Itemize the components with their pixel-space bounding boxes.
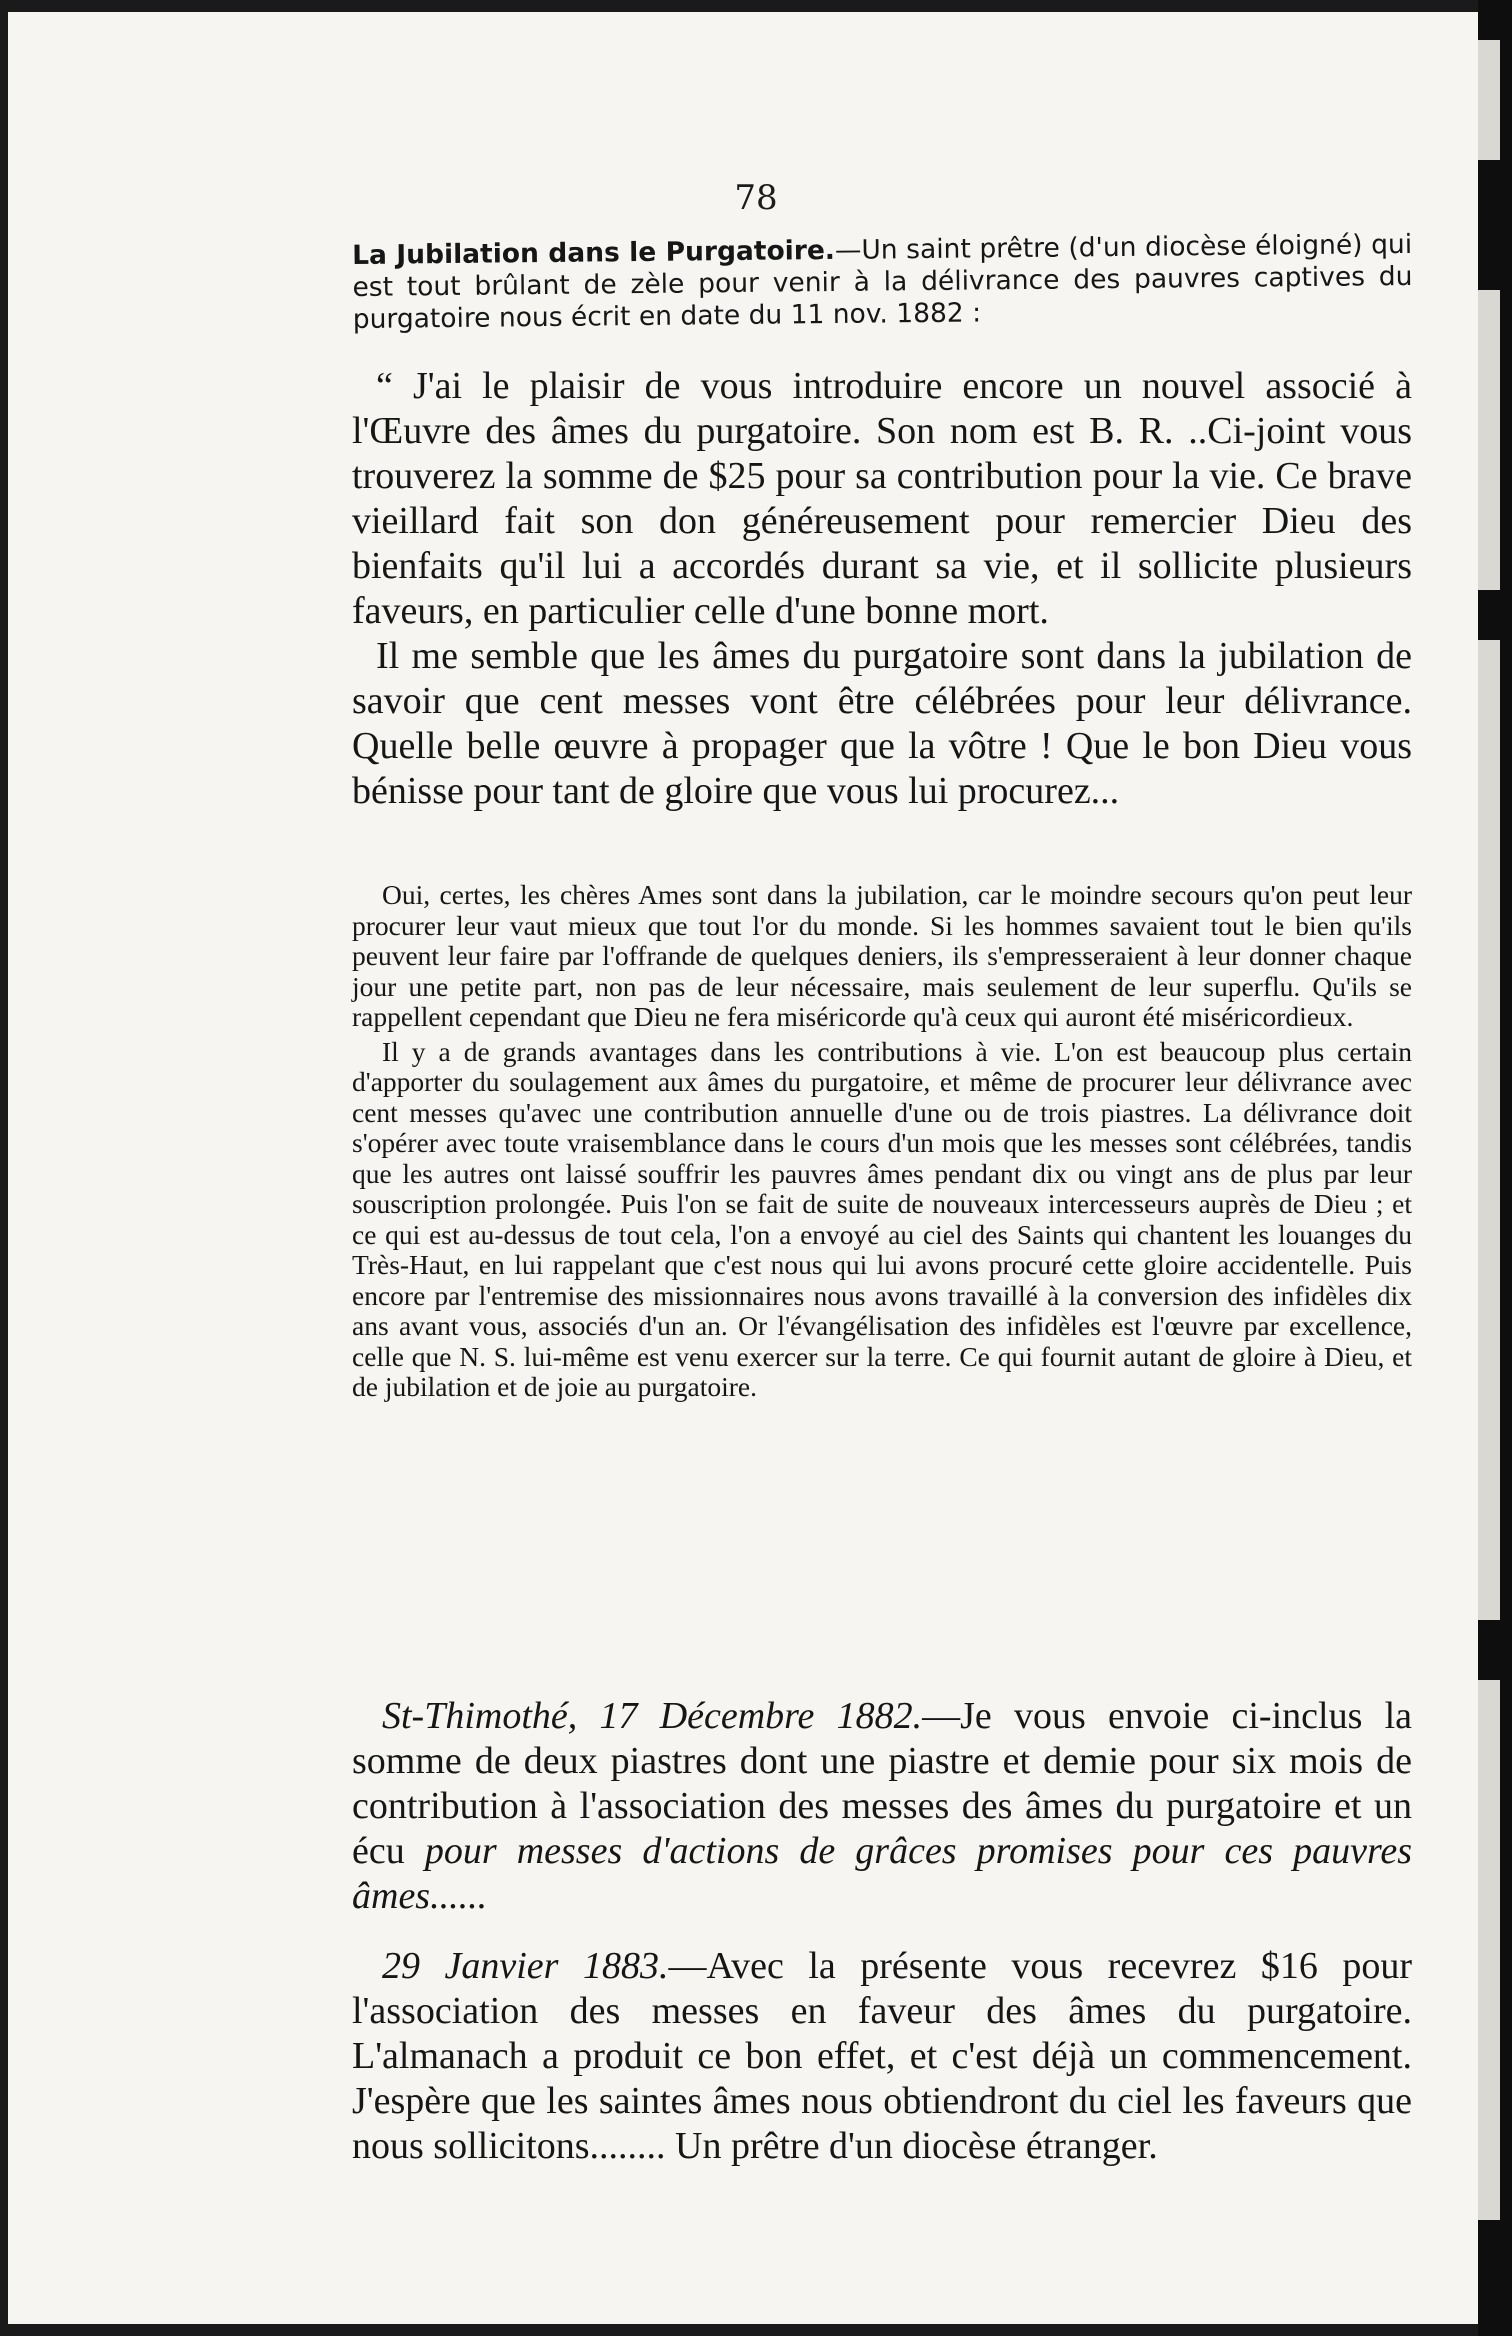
- page-edge-tab: [1478, 1680, 1500, 2220]
- letter-quote: [352, 364, 1412, 814]
- page-edge-tab: [1478, 40, 1500, 160]
- entry-text: —Avec la présente vous recevrez $16 pour l'association des messes en faveur des âmes du purgatoire. L'almanach a produit ce bon effet, et c'est déjà un commencement. J'espère que les saintes âmes nous obtiendront du ciel les faveurs que nous sollicitons........ Un prêtre d'un diocèse étranger.: [352, 1945, 1412, 2167]
- editor-commentary: [352, 880, 1412, 1403]
- entry-dateline: St-Thimothé, 17 Décembre 1882.: [382, 1695, 923, 1737]
- entry-dateline: 29 Janvier 1883.: [382, 1945, 669, 1987]
- commentary-paragraph: Il y a de grands avantages dans les contributions à vie. L'on est beaucoup plus certain d'apporter du soulagement aux âmes du purgatoire, et même de procurer leur délivrance avec cent messes qu'avec une contribution annuelle d'une ou de trois piastres. La délivrance doit s'opérer avec toute vraisemblance dans le cours d'un mois que les messes sont célébrées, tandis que les autres ont laissé souffrir les pauvres âmes pendant dix ou vingt ans de plus par leur souscription prolongée. Puis l'on se fait de suite de nouveaux intercesseurs auprès de Dieu ; et ce qui est au-dessus de tout cela, l'on a envoyé au ciel des Saints qui chantent les louanges du Très-Haut, en lui rappelant que c'est nous qui lui avons procuré cette gloire accidentelle. Puis encore par l'entremise des missionnaires nous avons travaillé à la conversion des infidèles dix ans avant vous, associés d'un an. Or l'évangélisation des infidèles est l'œuvre par excellence, celle que N. S. lui-même est venu exercer sur la terre. Ce qui fournit autant de gloire à Dieu, et de jubilation et de joie au purgatoire.: [352, 1035, 1412, 1402]
- letter-paragraph: Il me semble que les âmes du purgatoire sont dans la jubilation de savoir que cent messes vont être célébrées pour leur délivrance. Quelle belle œuvre à propager que la vôtre ! Que le bon Dieu vous bénisse pour tant de gloire que vous lui procurez...: [352, 635, 1412, 812]
- letter-entry-janvier: [352, 1944, 1412, 2169]
- entry-paragraph: [352, 1694, 1412, 1919]
- intro-paragraph: [352, 229, 1413, 336]
- page-number: 78: [734, 178, 778, 218]
- letter-entry-st-thimothe: [352, 1694, 1412, 1919]
- entry-italic-text: pour messes d'actions de grâces promises pour ces pauvres âmes......: [352, 1830, 1412, 1917]
- section-heading: La Jubilation dans le Purgatoire.: [352, 234, 836, 271]
- page-edge-tab: [1478, 290, 1500, 590]
- binding-edge: [1478, 0, 1512, 2336]
- letter-paragraph: “ J'ai le plaisir de vous introduire encore un nouvel associé à l'Œuvre des âmes du purgatoire. Son nom est B. R. ..Ci-joint vous trouverez la somme de $25 pour sa contribution pour la vie. Ce brave vieillard fait son don généreusement pour remercier Dieu des bienfaits qu'il lui a accordés durant sa vie, et il sollicite plusieurs faveurs, en particulier celle d'une bonne mort.: [352, 365, 1412, 632]
- commentary-paragraph: Oui, certes, les chères Ames sont dans la jubilation, car le moindre secours qu'on peut leur procurer leur vaut mieux que tout l'or du monde. Si les hommes savaient tout le bien qu'ils peuvent leur faire par l'offrande de quelques deniers, ils s'empresseraient à leur donner chaque jour une petite part, non pas de leur nécessaire, mais seulement de leur superflu. Qu'ils se rappellent cependant que Dieu ne fera miséricorde qu'à ceux qui auront été miséricordieux.: [352, 879, 1412, 1032]
- entry-paragraph: [352, 1944, 1412, 2169]
- page-edge-tab: [1478, 640, 1500, 1620]
- entry-text: —Je vous envoie ci-inclus la somme de deux piastres dont une piastre et demie pour six mois de contribution à l'association des messes des âmes du purgatoire et un écu: [352, 1695, 1412, 1872]
- intro-text: —Un saint prêtre (d'un diocèse éloigné) qui est tout brûlant de zèle pour venir à la délivrance des pauvres captives du purgatoire nous écrit en date du 11 nov. 1882 :: [352, 228, 1413, 335]
